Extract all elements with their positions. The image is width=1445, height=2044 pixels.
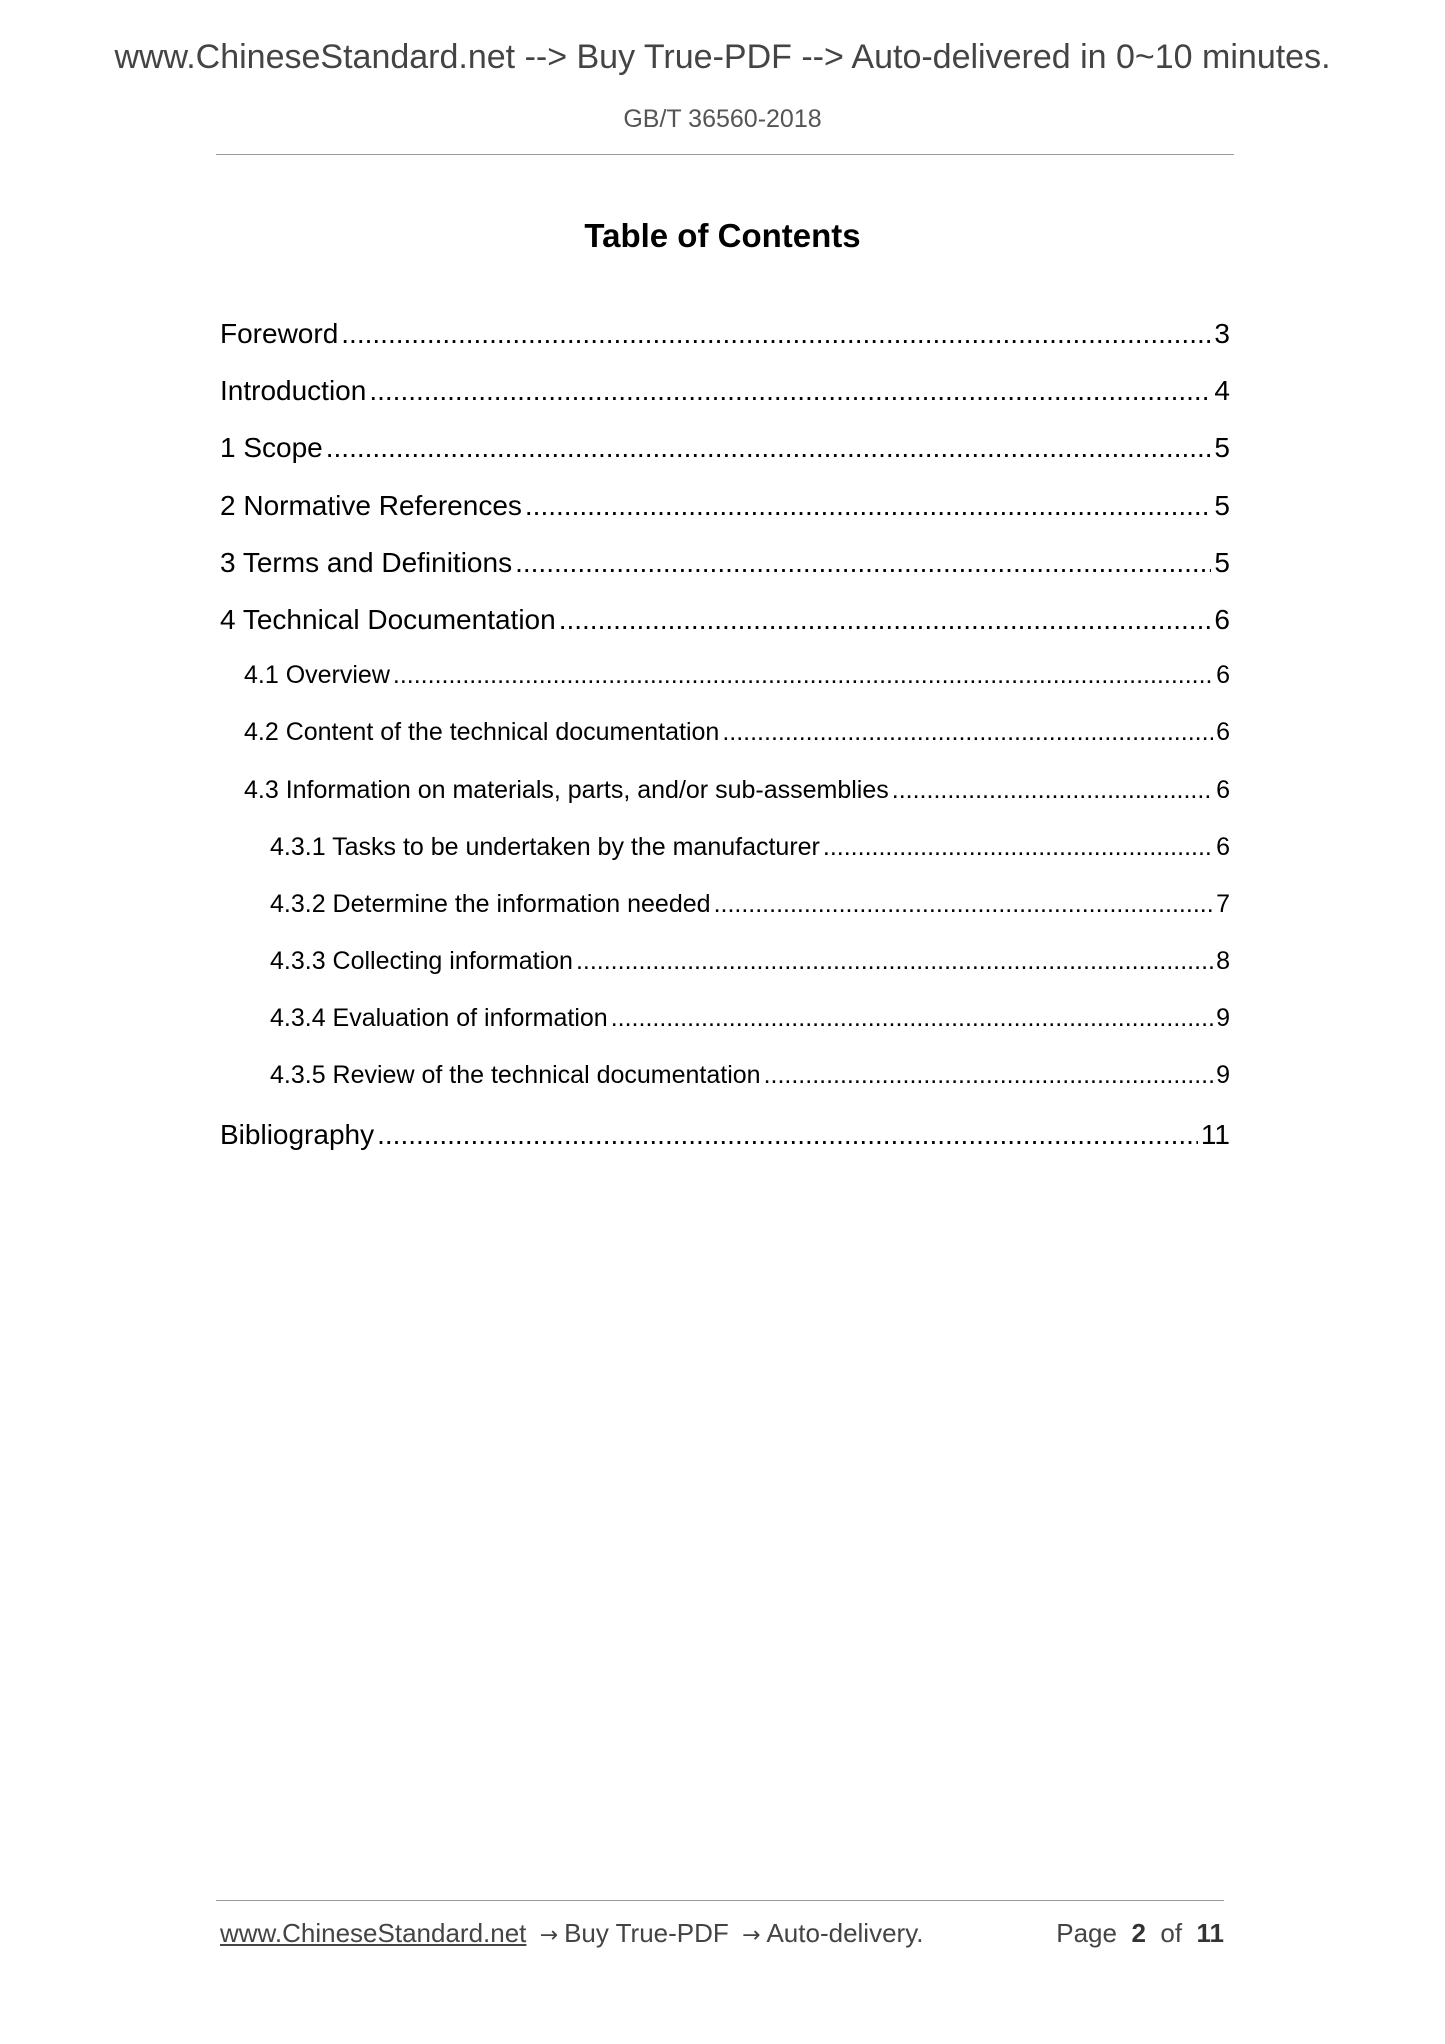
toc-entry-page: 6 xyxy=(1216,718,1230,747)
page-total: 11 xyxy=(1196,1918,1224,1948)
toc-entry-page: 9 xyxy=(1216,1004,1230,1033)
page-word: Page xyxy=(1056,1918,1117,1948)
toc-entry-page: 5 xyxy=(1214,489,1230,521)
dot-leader xyxy=(326,432,1212,464)
toc-entry-introduction[interactable] xyxy=(220,375,1230,432)
dot-leader xyxy=(559,604,1212,636)
page-current: 2 xyxy=(1131,1918,1146,1948)
page-number xyxy=(1056,1918,1224,1949)
dot-leader xyxy=(823,833,1213,862)
toc-entry-label: 1 Scope xyxy=(220,432,323,464)
toc-entry-collecting-information[interactable] xyxy=(220,947,1230,1004)
dot-leader xyxy=(714,890,1214,919)
dot-leader xyxy=(611,1004,1213,1033)
toc-entry-label: Introduction xyxy=(220,375,367,407)
dot-leader xyxy=(377,1119,1198,1151)
dot-leader xyxy=(576,947,1213,976)
toc-entry-page: 5 xyxy=(1214,432,1230,464)
of-word: of xyxy=(1160,1918,1183,1948)
dot-leader xyxy=(892,776,1213,805)
toc-entry-label: 2 Normative References xyxy=(220,489,522,521)
footer-promo xyxy=(220,1918,924,1949)
toc-entry-information-materials[interactable] xyxy=(220,776,1230,833)
toc-entry-label: 4.3.4 Evaluation of information xyxy=(270,1004,608,1033)
right-arrow-icon: → xyxy=(539,1923,559,1948)
toc-entry-label: Foreword xyxy=(220,318,339,349)
toc-entry-label: 4.2 Content of the technical documentation xyxy=(244,718,720,747)
toc-entry-determine-information[interactable] xyxy=(220,890,1230,947)
toc-entry-page: 11 xyxy=(1200,1118,1230,1150)
toc-entry-page: 6 xyxy=(1214,603,1230,635)
toc-entry-bibliography[interactable] xyxy=(220,1119,1230,1176)
toc-entry-page: 6 xyxy=(1216,661,1230,690)
toc-entry-overview[interactable] xyxy=(220,661,1230,718)
toc-entry-label: 3 Terms and Definitions xyxy=(220,546,513,578)
header-divider xyxy=(216,154,1234,155)
toc-entry-label: 4.3 Information on materials, parts, and/or sub-assemblies xyxy=(244,775,889,804)
toc-entry-scope[interactable] xyxy=(220,432,1230,489)
dot-leader xyxy=(369,375,1211,407)
toc-entry-normative-references[interactable] xyxy=(220,490,1230,547)
dot-leader xyxy=(515,547,1211,579)
dot-leader xyxy=(722,718,1213,747)
dot-leader xyxy=(393,661,1213,690)
toc-entry-label: 4.3.1 Tasks to be undertaken by the manufacturer xyxy=(270,832,820,861)
toc-entry-page: 5 xyxy=(1214,546,1230,578)
footer-site-link[interactable]: www.ChineseStandard.net xyxy=(220,1918,527,1948)
footer-segment-1: Buy True-PDF xyxy=(564,1918,729,1948)
toc-entry-page: 6 xyxy=(1216,775,1230,804)
toc-entry-page: 7 xyxy=(1216,889,1230,918)
dot-leader xyxy=(341,318,1211,350)
toc-entry-label: 4.3.3 Collecting information xyxy=(270,947,573,976)
document-code: GB/T 36560-2018 xyxy=(623,105,822,133)
toc-entry-label: 4.3.2 Determine the information needed xyxy=(270,889,711,918)
toc-entry-technical-documentation[interactable] xyxy=(220,604,1230,661)
toc-entry-label: 4.3.5 Review of the technical documentation xyxy=(270,1061,761,1090)
toc-entry-label: 4 Technical Documentation xyxy=(220,603,556,635)
toc-title: Table of Contents xyxy=(584,217,861,254)
toc-entry-label: 4.1 Overview xyxy=(244,661,390,690)
toc-entry-terms-definitions[interactable] xyxy=(220,547,1230,604)
site-banner: www.ChineseStandard.net --> Buy True-PDF --> Auto-delivered in 0~10 minutes. xyxy=(114,38,1331,76)
toc-entry-page: 3 xyxy=(1214,318,1230,349)
toc-entry-page: 6 xyxy=(1216,832,1230,861)
dot-leader xyxy=(525,490,1212,522)
toc-entry-label: Bibliography xyxy=(220,1118,375,1150)
toc-entry-page: 9 xyxy=(1216,1061,1230,1090)
footer-divider xyxy=(216,1900,1224,1901)
toc-entry-evaluation-information[interactable] xyxy=(220,1004,1230,1061)
toc-entry-review-technical-documentation[interactable] xyxy=(220,1061,1230,1118)
right-arrow-icon: → xyxy=(742,1923,761,1948)
toc-entry-content-technical-documentation[interactable] xyxy=(220,718,1230,775)
toc-entry-page: 8 xyxy=(1216,947,1230,976)
toc-entry-page: 4 xyxy=(1214,375,1230,407)
toc-entry-tasks-manufacturer[interactable] xyxy=(220,833,1230,890)
toc-entry-foreword[interactable] xyxy=(220,318,1230,375)
dot-leader xyxy=(764,1061,1214,1090)
footer-segment-2: Auto-delivery. xyxy=(766,1918,924,1948)
table-of-contents xyxy=(220,318,1230,1176)
